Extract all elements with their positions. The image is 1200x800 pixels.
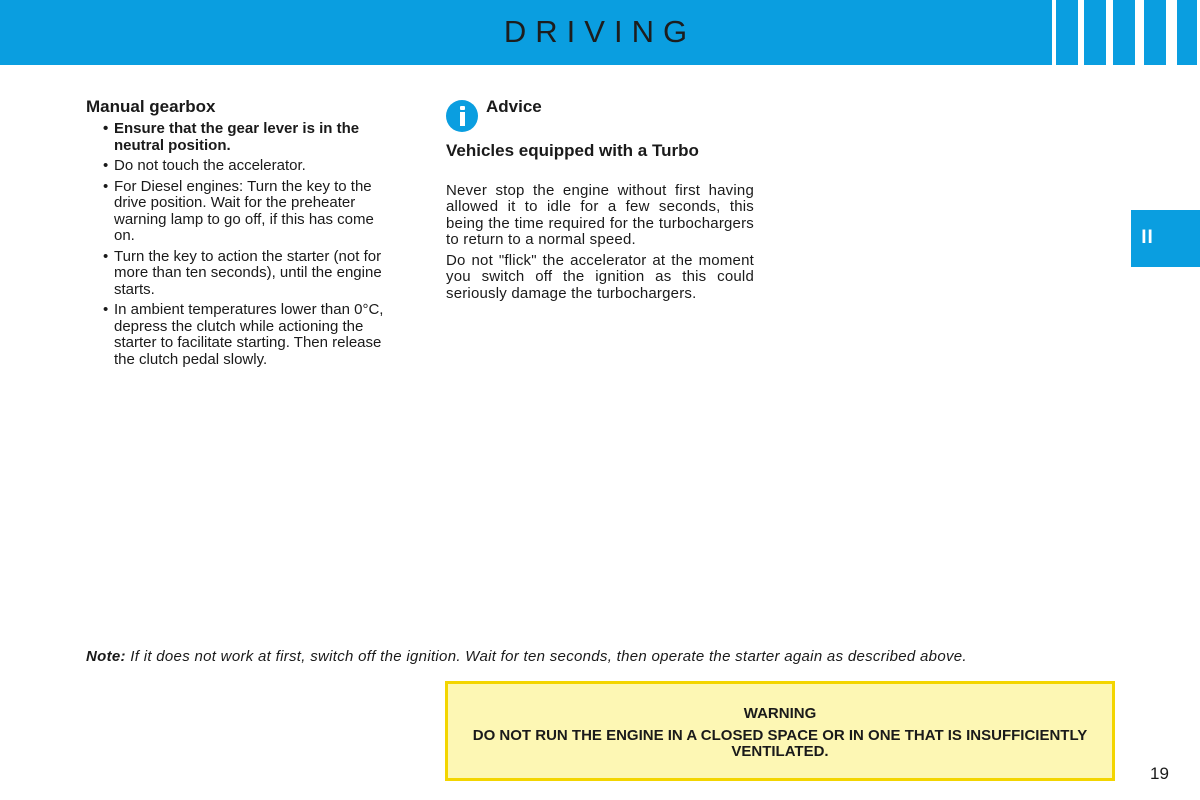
list-item: • Ensure that the gear lever is in the neutral position.: [103, 121, 396, 154]
chapter-tab: [1131, 210, 1200, 267]
chapter-tab-label: II: [1141, 227, 1154, 248]
turbo-text: [446, 183, 754, 307]
advice-paragraph: Do not "flick" the accelerator at the moment you switch off the ignition as this could seriously damage the turbochargers.: [446, 252, 754, 302]
note-text: If it does not work at first, switch off the ignition. Wait for ten seconds, then operate the starter again as described above.: [130, 648, 967, 665]
manual-gearbox-steps: [86, 121, 396, 368]
manual-gearbox-section: [86, 97, 396, 372]
page-header: [0, 0, 1200, 65]
manual-gearbox-title: Manual gearbox: [86, 97, 216, 116]
warning-text: DO NOT RUN THE ENGINE IN A CLOSED SPACE OR IN ONE THAT IS INSUFFICIENTLY VENTILATED.: [472, 726, 1088, 760]
list-item: • For Diesel engines: Turn the key to the drive position. Wait for the preheater warning lamp to go off, if this has come on.: [103, 179, 396, 245]
page-title: DRIVING: [503, 14, 697, 49]
list-item: • In ambient temperatures lower than 0°C, depress the clutch while actioning the starter to facilitate starting. Then release the clutch pedal slowly.: [103, 302, 396, 368]
note: [86, 649, 1114, 666]
list-item: • Turn the key to action the starter (not for more than ten seconds), until the engine starts.: [103, 249, 396, 299]
page-number: 19: [1150, 764, 1169, 783]
list-item: • Do not touch the accelerator.: [103, 158, 396, 175]
turbo-subtitle: Vehicles equipped with a Turbo: [446, 141, 699, 160]
info-icon: [446, 100, 478, 132]
advice-title: Advice: [486, 97, 542, 116]
note-label: Note:: [86, 648, 126, 665]
header-stripes: [1052, 0, 1200, 65]
warning-box: [445, 681, 1115, 781]
warning-title: WARNING: [743, 705, 817, 722]
advice-paragraph: Never stop the engine without first having allowed it to idle for a few seconds, this being the time required for the turbochargers to return to a normal speed.: [446, 182, 754, 248]
